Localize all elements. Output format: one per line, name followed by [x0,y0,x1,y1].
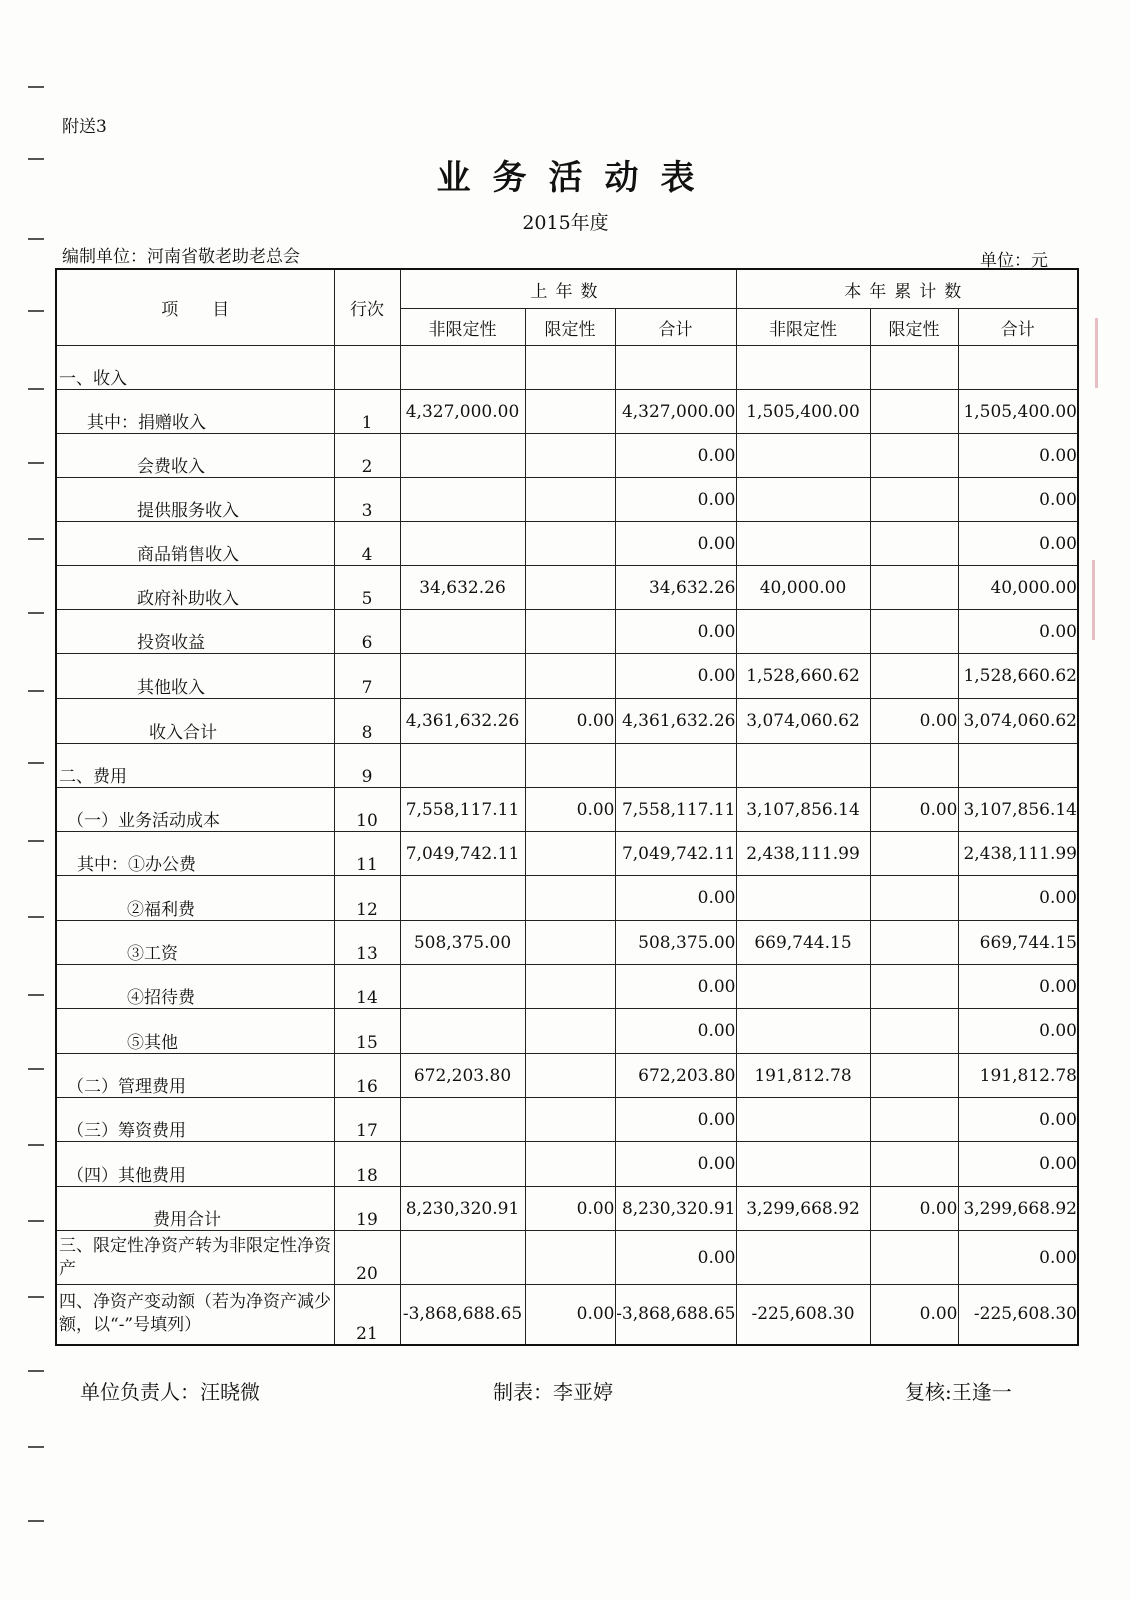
row-label: ④招待费 [56,965,334,1009]
header-prev-total: 合计 [615,309,736,346]
row-label: 政府补助收入 [56,566,334,610]
cell-curr-total: 0.00 [958,965,1078,1009]
table-row [56,921,1078,965]
cell-curr-restricted [870,965,958,1009]
cell-curr-unrestricted [736,478,870,522]
row-label: 一、收入 [56,346,334,390]
cell-curr-total: 3,107,856.14 [958,788,1078,832]
row-label: 其他收入 [56,654,334,699]
cell-curr-restricted [870,1231,958,1285]
cell-prev-total: 0.00 [615,1142,736,1187]
row-number: 14 [334,965,400,1009]
cell-curr-restricted [870,876,958,921]
cell-prev-restricted: 0.00 [525,788,615,832]
cell-prev-unrestricted [400,1231,525,1285]
row-label: 会费收入 [56,434,334,478]
cell-curr-unrestricted [736,965,870,1009]
row-label: （一）业务活动成本 [56,788,334,832]
table-row [56,1142,1078,1187]
cell-curr-restricted [870,921,958,965]
row-number: 21 [334,1285,400,1345]
row-number: 16 [334,1054,400,1098]
row-label: 其中：①办公费 [56,832,334,876]
row-label: 提供服务收入 [56,478,334,522]
cell-curr-restricted [870,610,958,654]
cell-curr-total: 40,000.00 [958,566,1078,610]
cell-curr-restricted [870,1054,958,1098]
cell-prev-restricted [525,832,615,876]
row-number: 11 [334,832,400,876]
cell-prev-total: 34,632.26 [615,566,736,610]
seal-remnant-upper [1095,318,1128,388]
cell-curr-unrestricted: 1,505,400.00 [736,390,870,434]
cell-curr-total: 1,505,400.00 [958,390,1078,434]
row-label: 三、限定性净资产转为非限定性净资产 [56,1231,334,1285]
cell-prev-restricted [525,1098,615,1142]
cell-curr-unrestricted [736,876,870,921]
cell-prev-restricted [525,965,615,1009]
row-number: 17 [334,1098,400,1142]
row-number: 20 [334,1231,400,1285]
cell-prev-unrestricted: 508,375.00 [400,921,525,965]
cell-curr-total: 1,528,660.62 [958,654,1078,699]
cell-prev-unrestricted [400,1098,525,1142]
header-prev-year: 上年数 [400,269,736,309]
cell-curr-total: 0.00 [958,876,1078,921]
row-number: 15 [334,1009,400,1054]
cell-prev-restricted: 0.00 [525,699,615,744]
cell-prev-total: 0.00 [615,434,736,478]
cell-curr-restricted: 0.00 [870,1187,958,1231]
cell-curr-total: 3,074,060.62 [958,699,1078,744]
row-label: 四、净资产变动额（若为净资产减少额，以“-”号填列） [56,1285,334,1345]
cell-curr-unrestricted [736,610,870,654]
table-row [56,566,1078,610]
cell-prev-unrestricted: 7,049,742.11 [400,832,525,876]
table-row [56,876,1078,921]
cell-prev-restricted [525,610,615,654]
table-row [56,390,1078,434]
cell-prev-total: 672,203.80 [615,1054,736,1098]
fiscal-year: 2015年度 [522,212,609,234]
cell-curr-unrestricted: 1,528,660.62 [736,654,870,699]
cell-prev-unrestricted: 7,558,117.11 [400,788,525,832]
cell-prev-unrestricted [400,654,525,699]
cell-curr-unrestricted [736,434,870,478]
cell-prev-total: 0.00 [615,522,736,566]
row-number: 7 [334,654,400,699]
cell-prev-total [615,744,736,788]
cell-prev-total: 4,327,000.00 [615,390,736,434]
table-row [56,1231,1078,1285]
table-row [56,522,1078,566]
header-row-no: 行次 [334,269,400,346]
cell-curr-restricted: 0.00 [870,1285,958,1345]
cell-prev-restricted [525,744,615,788]
cell-curr-unrestricted [736,1009,870,1054]
table-row [56,744,1078,788]
cell-prev-total: -3,868,688.65 [615,1285,736,1345]
header-curr-total: 合计 [958,309,1078,346]
row-label: ②福利费 [56,876,334,921]
cell-curr-unrestricted [736,1098,870,1142]
cell-curr-restricted [870,390,958,434]
footer-unit-head: 单位负责人：汪晓微 [80,1380,260,1404]
cell-prev-restricted [525,1054,615,1098]
cell-curr-total: 0.00 [958,478,1078,522]
row-number [334,346,400,390]
cell-prev-restricted [525,1142,615,1187]
cell-prev-total: 0.00 [615,610,736,654]
cell-prev-restricted [525,654,615,699]
cell-prev-total: 0.00 [615,1009,736,1054]
cell-prev-unrestricted [400,478,525,522]
cell-curr-unrestricted: 3,074,060.62 [736,699,870,744]
cell-prev-total: 8,230,320.91 [615,1187,736,1231]
cell-curr-total: 191,812.78 [958,1054,1078,1098]
cell-curr-unrestricted [736,522,870,566]
cell-curr-total: 0.00 [958,434,1078,478]
cell-prev-total: 0.00 [615,965,736,1009]
cell-prev-unrestricted [400,744,525,788]
header-curr-restricted: 限定性 [870,309,958,346]
cell-curr-restricted [870,478,958,522]
row-label: （二）管理费用 [56,1054,334,1098]
cell-curr-restricted [870,1142,958,1187]
cell-prev-unrestricted: 8,230,320.91 [400,1187,525,1231]
cell-curr-unrestricted [736,1231,870,1285]
row-label: （四）其他费用 [56,1142,334,1187]
cell-curr-total: 0.00 [958,1098,1078,1142]
cell-curr-restricted [870,1098,958,1142]
row-number: 4 [334,522,400,566]
row-number: 3 [334,478,400,522]
row-label: 其中：捐赠收入 [56,390,334,434]
cell-curr-total: 0.00 [958,1231,1078,1285]
cell-curr-total [958,744,1078,788]
cell-prev-total: 508,375.00 [615,921,736,965]
header-curr-unrestricted: 非限定性 [736,309,870,346]
cell-prev-total: 4,361,632.26 [615,699,736,744]
cell-curr-restricted [870,566,958,610]
header-item: 项 目 [56,269,334,346]
header-prev-unrestricted: 非限定性 [400,309,525,346]
cell-prev-total [615,346,736,390]
cell-prev-total: 0.00 [615,478,736,522]
cell-curr-total: 0.00 [958,1142,1078,1187]
row-label: 二、费用 [56,744,334,788]
cell-curr-unrestricted [736,744,870,788]
cell-prev-restricted [525,478,615,522]
cell-prev-total: 0.00 [615,654,736,699]
cell-prev-unrestricted [400,434,525,478]
table-row [56,699,1078,744]
row-number: 18 [334,1142,400,1187]
table-row [56,788,1078,832]
cell-curr-unrestricted: 2,438,111.99 [736,832,870,876]
table-row [56,1187,1078,1231]
cell-curr-unrestricted [736,346,870,390]
table-row [56,654,1078,699]
row-label: ③工资 [56,921,334,965]
header-prev-restricted: 限定性 [525,309,615,346]
row-number: 1 [334,390,400,434]
cell-prev-unrestricted: -3,868,688.65 [400,1285,525,1345]
seal-remnant-lower [1092,560,1129,640]
row-label: 费用合计 [56,1187,334,1231]
row-label: 商品销售收入 [56,522,334,566]
cell-prev-unrestricted [400,522,525,566]
table-row [56,965,1078,1009]
cell-prev-restricted [525,1009,615,1054]
cell-curr-total: 0.00 [958,610,1078,654]
cell-curr-unrestricted: 3,299,668.92 [736,1187,870,1231]
cell-curr-total: 0.00 [958,1009,1078,1054]
cell-curr-restricted [870,346,958,390]
cell-curr-restricted [870,434,958,478]
cell-prev-unrestricted: 34,632.26 [400,566,525,610]
cell-prev-restricted [525,346,615,390]
row-number: 2 [334,434,400,478]
page-title: 业务活动表 [436,158,717,198]
cell-prev-total: 0.00 [615,1231,736,1285]
table-row [56,478,1078,522]
footer-reviewer: 复核:王逢一 [905,1380,1012,1404]
cell-curr-unrestricted [736,1142,870,1187]
cell-prev-total: 0.00 [615,876,736,921]
row-number: 8 [334,699,400,744]
cell-prev-restricted [525,566,615,610]
cell-prev-restricted [525,522,615,566]
cell-curr-unrestricted: 3,107,856.14 [736,788,870,832]
cell-prev-unrestricted [400,876,525,921]
cell-curr-total [958,346,1078,390]
row-number: 5 [334,566,400,610]
row-number: 13 [334,921,400,965]
attachment-label: 附送3 [62,117,107,137]
row-label: ⑤其他 [56,1009,334,1054]
cell-prev-total: 7,049,742.11 [615,832,736,876]
table-body [56,346,1078,1345]
cell-curr-restricted: 0.00 [870,788,958,832]
table-row [56,1054,1078,1098]
row-number: 6 [334,610,400,654]
cell-prev-restricted: 0.00 [525,1285,615,1345]
cell-prev-unrestricted [400,610,525,654]
table-row [56,832,1078,876]
cell-prev-unrestricted: 4,327,000.00 [400,390,525,434]
cell-prev-restricted [525,876,615,921]
cell-prev-total: 0.00 [615,1098,736,1142]
row-label: （三）筹资费用 [56,1098,334,1142]
preparing-organization: 编制单位：河南省敬老助老总会 [62,247,300,267]
table-row [56,346,1078,390]
cell-curr-restricted [870,1009,958,1054]
cell-prev-restricted [525,1231,615,1285]
cell-curr-total: 3,299,668.92 [958,1187,1078,1231]
cell-prev-unrestricted: 672,203.80 [400,1054,525,1098]
cell-curr-total: -225,608.30 [958,1285,1078,1345]
cell-prev-restricted [525,434,615,478]
cell-curr-restricted [870,744,958,788]
cell-curr-restricted [870,522,958,566]
row-label: 投资收益 [56,610,334,654]
cell-curr-restricted [870,832,958,876]
cell-prev-unrestricted: 4,361,632.26 [400,699,525,744]
row-number: 9 [334,744,400,788]
cell-curr-total: 669,744.15 [958,921,1078,965]
table-row [56,610,1078,654]
cell-prev-unrestricted [400,346,525,390]
cell-prev-total: 7,558,117.11 [615,788,736,832]
footer-preparer: 制表：李亚婷 [493,1380,613,1404]
row-number: 12 [334,876,400,921]
table-row [56,434,1078,478]
cell-curr-total: 2,438,111.99 [958,832,1078,876]
cell-prev-unrestricted [400,1142,525,1187]
cell-prev-restricted [525,921,615,965]
table-row [56,1098,1078,1142]
table-row [56,1009,1078,1054]
header-curr-year: 本年累计数 [736,269,1078,309]
cell-prev-restricted [525,390,615,434]
cell-curr-restricted: 0.00 [870,699,958,744]
cell-prev-restricted: 0.00 [525,1187,615,1231]
row-label: 收入合计 [56,699,334,744]
cell-curr-unrestricted: 191,812.78 [736,1054,870,1098]
currency-unit: 单位：元 [980,251,1048,271]
cell-prev-unrestricted [400,965,525,1009]
row-number: 19 [334,1187,400,1231]
row-number: 10 [334,788,400,832]
cell-prev-unrestricted [400,1009,525,1054]
activity-statement-table [55,268,1079,1346]
cell-curr-unrestricted: 669,744.15 [736,921,870,965]
cell-curr-total: 0.00 [958,522,1078,566]
cell-curr-unrestricted: -225,608.30 [736,1285,870,1345]
cell-curr-unrestricted: 40,000.00 [736,566,870,610]
table-row [56,1285,1078,1345]
cell-curr-restricted [870,654,958,699]
